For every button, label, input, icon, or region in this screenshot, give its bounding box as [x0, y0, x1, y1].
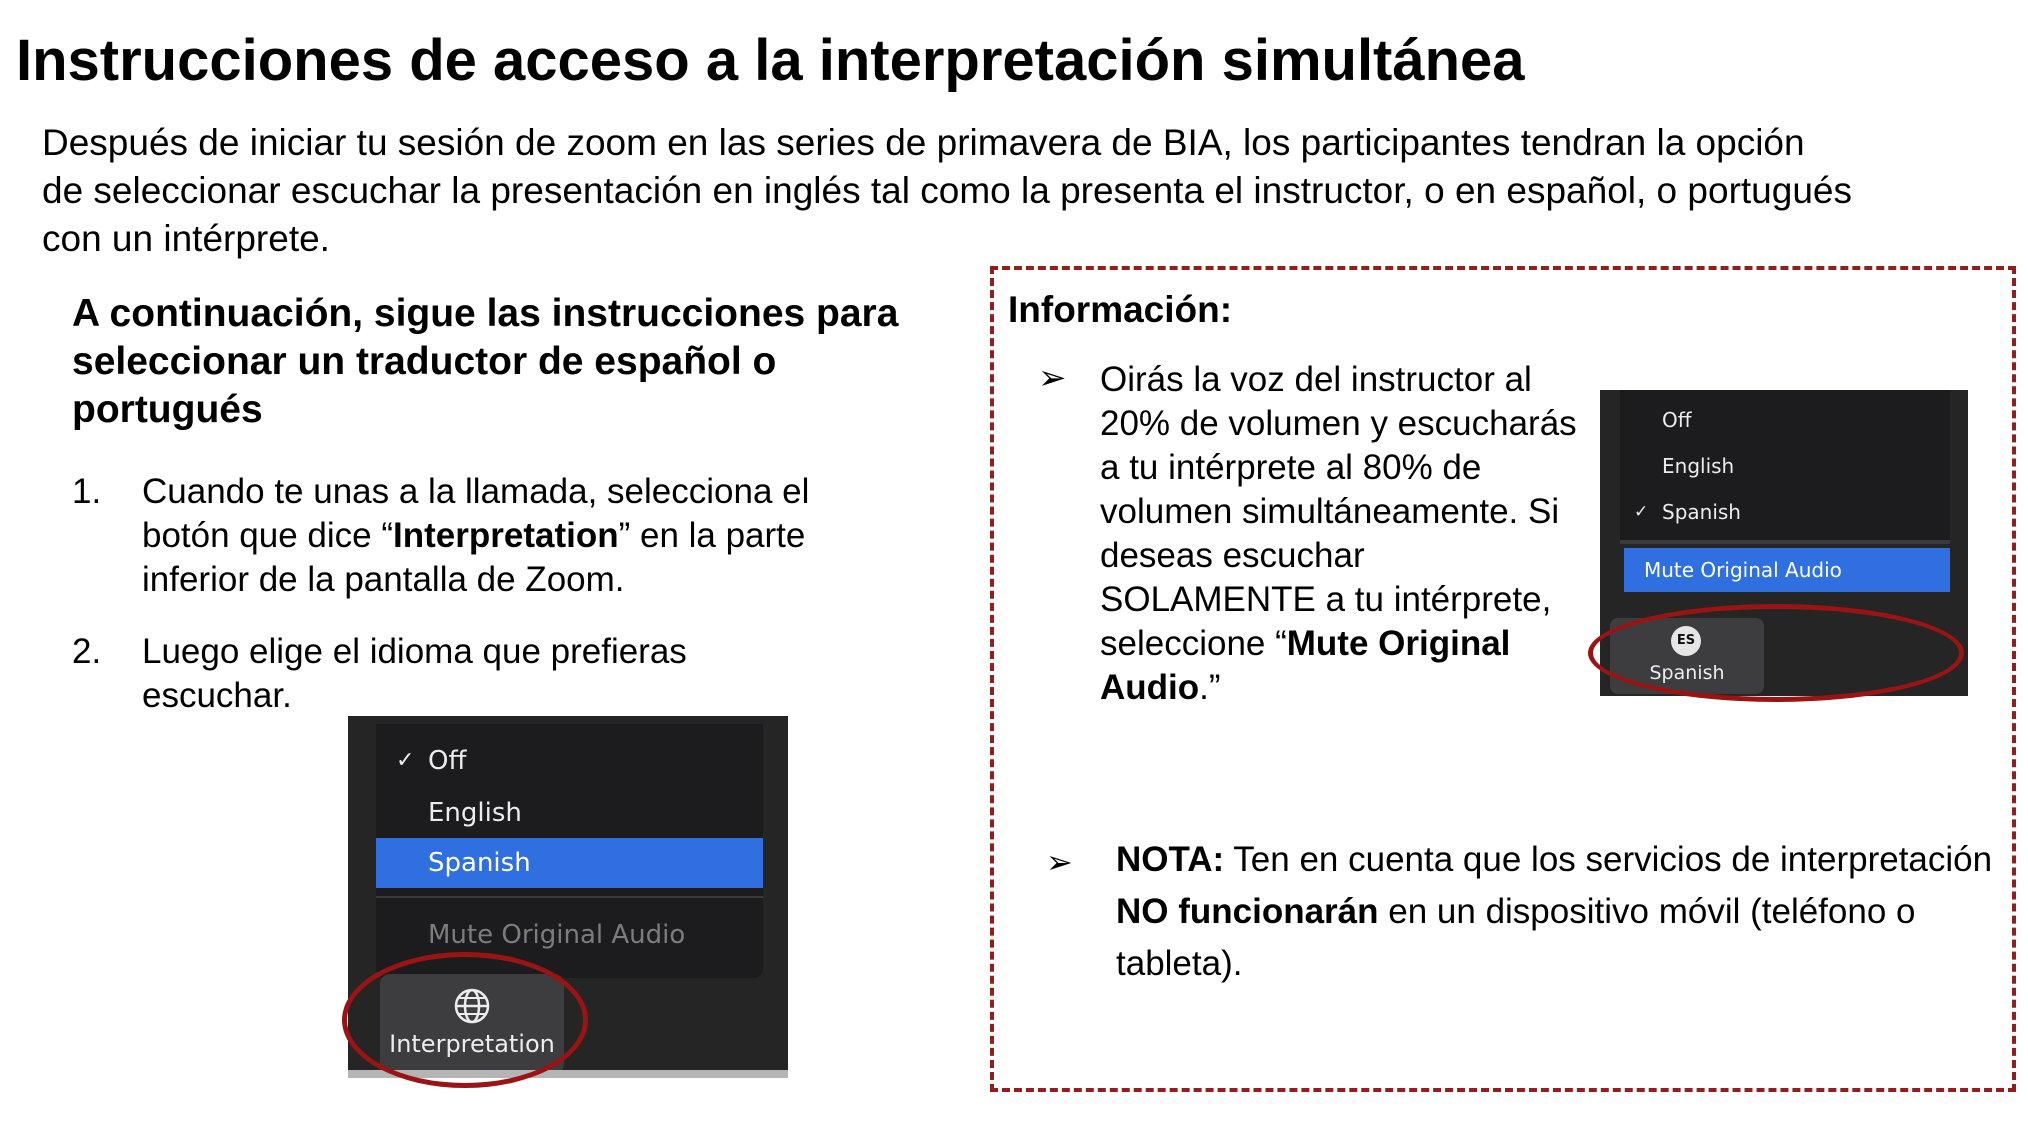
highlight-circle — [342, 952, 588, 1088]
step-text — [142, 470, 902, 602]
step-text: Luego elige el idioma que prefieras escuchar. — [142, 632, 687, 715]
menu-item-mute-original-audio[interactable] — [1624, 548, 1950, 592]
step-2 — [72, 630, 972, 720]
info-text-part: .” — [1199, 668, 1221, 707]
bullet-arrow-icon: ➢ — [1046, 844, 1073, 880]
language-button-label: Spanish — [1649, 662, 1725, 684]
checkmark-icon: ✓ — [396, 748, 415, 773]
step-number: 2. — [72, 632, 102, 671]
page-title: Instrucciones de acceso a la interpretación simultánea — [16, 28, 1525, 93]
intro-line-2: de seleccionar escuchar la presentación en inglés tal como la presenta el instructor, o en español, o portugués — [42, 170, 1852, 211]
menu-divider — [1620, 540, 1950, 544]
menu-item-off[interactable] — [1620, 398, 1950, 442]
menu-item-label: Off — [1662, 408, 1692, 432]
menu-item-off[interactable] — [376, 736, 763, 786]
bullet-arrow-icon: ➢ — [1038, 359, 1067, 397]
info-bold-term: Mute Original Audio — [1100, 624, 1511, 707]
checkmark-icon: ✓ — [1634, 502, 1649, 522]
intro-line-1: Después de iniciar tu sesión de zoom en las series de primavera de BIA, los participantes tendran la opción — [42, 122, 1805, 163]
intro-line-3: con un intérprete. — [42, 218, 330, 259]
menu-item-spanish[interactable] — [1620, 490, 1950, 534]
menu-item-label: Spanish — [428, 848, 531, 878]
language-menu-panel — [1620, 390, 1950, 540]
menu-item-label: Mute Original Audio — [428, 920, 686, 950]
note-text-part: Ten en cuenta que los servicios de interpretación — [1224, 840, 1993, 879]
menu-item-label: Off — [428, 746, 467, 776]
menu-divider — [376, 896, 763, 898]
menu-item-label: Mute Original Audio — [1644, 558, 1842, 582]
step-text-part: Cuando te unas a la llamada, selecciona el botón que dice “ — [142, 472, 810, 555]
note-bold-term: NO funcionarán — [1116, 892, 1379, 931]
intro-paragraph — [42, 119, 2002, 263]
note-text-part: en un dispositivo móvil (teléfono o tableta). — [1116, 892, 1916, 983]
menu-item-mute-original-audio[interactable] — [376, 910, 763, 960]
step-bold-term: Interpretation — [393, 516, 619, 555]
step-1 — [72, 470, 972, 599]
info-text-part: Oirás la voz del instructor al 20% de volumen y escucharás a tu intérprete al 80% de volumen simultáneamente. Si deseas escuchar SOLAMENTE a tu intérprete, seleccione “ — [1100, 360, 1577, 663]
language-menu-panel — [376, 724, 763, 978]
language-badge: ES — [1671, 626, 1701, 656]
menu-item-label: Spanish — [1662, 500, 1741, 524]
menu-item-english[interactable] — [376, 788, 763, 838]
highlight-circle — [1588, 604, 1964, 702]
info-paragraph — [1100, 358, 1580, 710]
step-number: 1. — [72, 472, 102, 511]
menu-item-label: English — [1662, 454, 1735, 478]
step-text-part: ” en la parte inferior de la pantalla de Zoom. — [142, 516, 806, 599]
note-label: NOTA: — [1116, 840, 1225, 879]
note-paragraph — [1116, 834, 1996, 990]
interpretation-button-label: Interpretation — [389, 1030, 555, 1058]
menu-item-spanish[interactable] — [376, 838, 763, 888]
menu-item-label: English — [428, 798, 522, 828]
menu-item-english[interactable] — [1620, 444, 1950, 488]
info-heading: Información: — [1008, 289, 1233, 330]
instructions-subheading: A continuación, sigue las instrucciones para seleccionar un traductor de español o portugués — [72, 292, 899, 431]
